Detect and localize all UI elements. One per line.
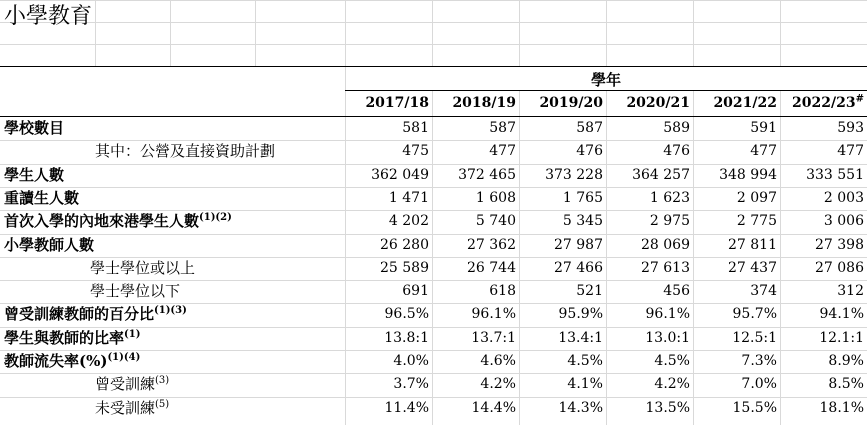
- table-row: [0, 257, 867, 280]
- cell-value: 312: [837, 283, 864, 299]
- row-label-text: 重讀生人數: [4, 189, 80, 207]
- row-label-text: 未受訓練: [95, 399, 156, 417]
- row-label-text: 曾受訓練教師的百分比: [4, 305, 155, 323]
- year-header-text: 2019/20: [539, 95, 603, 111]
- cell-value: 477: [750, 143, 777, 159]
- cell-value: 4 202: [388, 213, 429, 229]
- cell-value: 477: [489, 143, 516, 159]
- cell-value: 2 097: [736, 190, 777, 206]
- cell-value: 96.5%: [384, 306, 429, 322]
- row-label: [4, 234, 94, 257]
- row-label-text: 學士學位或以上: [90, 259, 196, 277]
- page-title: 小學教育: [4, 4, 93, 29]
- cell-value: 348 994: [719, 167, 777, 183]
- footnote-ref: (1)(4): [107, 352, 141, 363]
- cell-value: 27 811: [728, 237, 777, 253]
- row-label-text: 教師流失率(%): [4, 352, 108, 370]
- row-label: [4, 350, 140, 373]
- cell-value: 581: [402, 120, 429, 136]
- cell-value: 5 345: [562, 213, 603, 229]
- year-header-2019-20: [519, 92, 606, 114]
- footnote-ref: (1)(3): [154, 305, 187, 316]
- table-row: [0, 397, 867, 420]
- cell-value: 476: [663, 143, 690, 159]
- cell-value: 26 280: [380, 237, 429, 253]
- cell-value: 5 740: [475, 213, 516, 229]
- cell-value: 521: [576, 283, 603, 299]
- table-row: [0, 164, 867, 187]
- cell-value: 4.6%: [480, 353, 516, 369]
- year-header-text: 2018/19: [452, 95, 516, 111]
- cell-value: 4.1%: [567, 376, 603, 392]
- year-header-2017-18: [345, 92, 432, 114]
- cell-value: 593: [837, 120, 864, 136]
- cell-value: 15.5%: [732, 400, 777, 416]
- cell-value: 7.3%: [741, 353, 777, 369]
- cell-value: 373 228: [545, 167, 603, 183]
- row-label: [90, 280, 180, 303]
- row-label: [4, 303, 187, 326]
- year-header-2018-19: [432, 92, 519, 114]
- year-footnote-mark: #: [855, 93, 864, 105]
- cell-value: 26 744: [467, 260, 516, 276]
- cell-value: 591: [750, 120, 777, 136]
- row-label: [4, 164, 64, 187]
- row-label-text: 學校數目: [4, 119, 65, 137]
- cell-value: 95.9%: [558, 306, 603, 322]
- row-label-text: 學生人數: [4, 166, 65, 184]
- cell-value: 18.1%: [819, 400, 864, 416]
- year-header-2020-21: [606, 92, 693, 114]
- cell-value: 28 069: [641, 237, 690, 253]
- cell-value: 27 613: [641, 260, 690, 276]
- row-label: [4, 117, 64, 140]
- cell-value: 362 049: [371, 167, 429, 183]
- cell-value: 25 589: [380, 260, 429, 276]
- year-header-2021-22: [693, 92, 780, 114]
- cell-value: 587: [576, 120, 603, 136]
- cell-value: 27 086: [815, 260, 864, 276]
- cell-value: 96.1%: [471, 306, 516, 322]
- cell-value: 374: [750, 283, 777, 299]
- cell-value: 1 623: [649, 190, 690, 206]
- cell-value: 4.2%: [480, 376, 516, 392]
- cell-value: 476: [576, 143, 603, 159]
- cell-value: 1 608: [475, 190, 516, 206]
- cell-value: 4.0%: [393, 353, 429, 369]
- row-label: [4, 210, 232, 233]
- cell-value: 96.1%: [645, 306, 690, 322]
- cell-value: 3.7%: [393, 376, 429, 392]
- cell-value: 589: [663, 120, 690, 136]
- cell-value: 27 466: [554, 260, 603, 276]
- row-label: [95, 397, 169, 420]
- cell-value: 1 471: [388, 190, 429, 206]
- cell-value: 27 398: [815, 237, 864, 253]
- header-school-year: 學年: [590, 71, 621, 89]
- footnote-ref: (3): [155, 375, 170, 386]
- row-label: [4, 327, 140, 350]
- year-header-2022-23: [780, 92, 867, 114]
- cell-value: 8.5%: [828, 376, 864, 392]
- table-row: [0, 140, 867, 163]
- table-row: [0, 280, 867, 303]
- row-label-text: 首次入學的內地來港學生人數: [4, 212, 200, 230]
- cell-value: 2 775: [736, 213, 777, 229]
- table-row: [0, 117, 867, 140]
- cell-value: 13.5%: [645, 400, 690, 416]
- row-label: [95, 373, 169, 396]
- cell-value: 27 362: [467, 237, 516, 253]
- row-label-text: 學士學位以下: [90, 282, 181, 300]
- cell-value: 587: [489, 120, 516, 136]
- cell-value: 8.9%: [828, 353, 864, 369]
- cell-value: 14.3%: [558, 400, 603, 416]
- table-row: [0, 187, 867, 210]
- cell-value: 13.8:1: [384, 330, 429, 346]
- year-header-text: 2022/23: [792, 95, 856, 111]
- cell-value: 12.5:1: [732, 330, 777, 346]
- row-label: [95, 140, 275, 163]
- cell-value: 475: [402, 143, 429, 159]
- year-header-text: 2017/18: [365, 95, 429, 111]
- row-label-text: 曾受訓練: [95, 375, 156, 393]
- row-label: [90, 257, 195, 280]
- cell-value: 372 465: [458, 167, 516, 183]
- cell-value: 7.0%: [741, 376, 777, 392]
- cell-value: 27 437: [728, 260, 777, 276]
- cell-value: 618: [489, 283, 516, 299]
- cell-value: 27 987: [554, 237, 603, 253]
- cell-value: 14.4%: [471, 400, 516, 416]
- cell-value: 4.5%: [654, 353, 690, 369]
- cell-value: 333 551: [806, 167, 864, 183]
- cell-value: 12.1:1: [819, 330, 864, 346]
- footnote-ref: (5): [155, 399, 170, 410]
- table-row: [0, 303, 867, 326]
- cell-value: 477: [837, 143, 864, 159]
- footnote-ref: (1)(2): [199, 212, 232, 223]
- row-label: [4, 187, 79, 210]
- table-row: [0, 373, 867, 396]
- row-label-text: 其中：公營及直接資助計劃: [95, 142, 276, 160]
- cell-value: 4.5%: [567, 353, 603, 369]
- table-row: [0, 327, 867, 350]
- footnote-ref: (1): [124, 329, 141, 340]
- year-header-text: 2021/22: [713, 95, 777, 111]
- cell-value: 94.1%: [819, 306, 864, 322]
- cell-value: 3 006: [823, 213, 864, 229]
- cell-value: 13.4:1: [558, 330, 603, 346]
- cell-value: 13.0:1: [645, 330, 690, 346]
- cell-value: 2 003: [823, 190, 864, 206]
- year-header-text: 2020/21: [626, 95, 690, 111]
- cell-value: 95.7%: [732, 306, 777, 322]
- cell-value: 456: [663, 283, 690, 299]
- cell-value: 1 765: [562, 190, 603, 206]
- row-label-text: 學生與教師的比率: [4, 329, 125, 347]
- cell-value: 4.2%: [654, 376, 690, 392]
- cell-value: 364 257: [632, 167, 690, 183]
- table-row: [0, 234, 867, 257]
- cell-value: 11.4%: [384, 400, 429, 416]
- cell-value: 2 975: [649, 213, 690, 229]
- table-row: [0, 210, 867, 233]
- cell-value: 691: [402, 283, 429, 299]
- table-row: [0, 350, 867, 373]
- cell-value: 13.7:1: [471, 330, 516, 346]
- row-label-text: 小學教師人數: [4, 236, 95, 254]
